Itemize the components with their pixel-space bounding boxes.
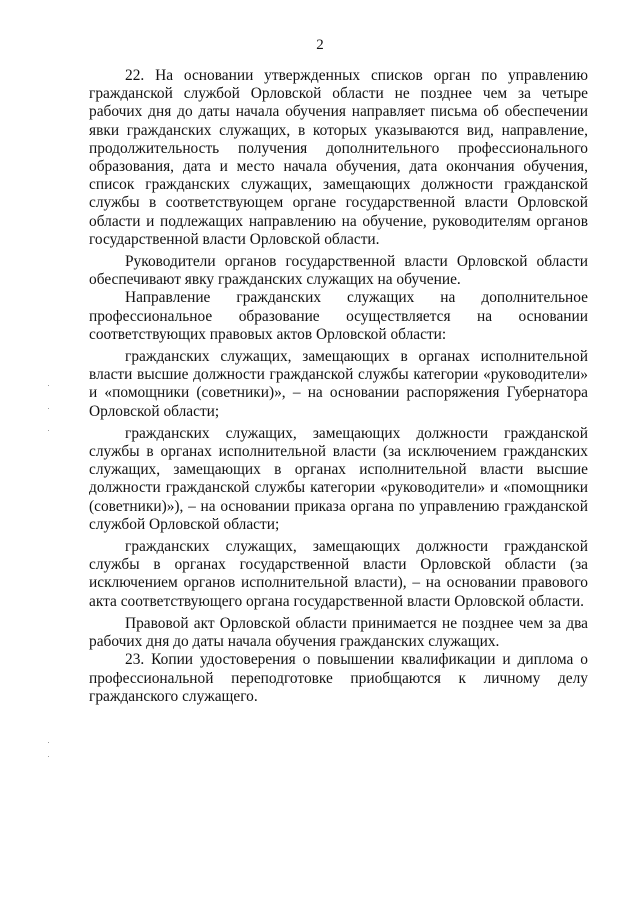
list-item-governor-order: гражданских служащих, замещающих в органах исполнительной власти высшие должности гражданской службы категории «руководители» и «помощники (советники)», – на основании распоряжения Губернатора Орловской области; bbox=[89, 348, 588, 420]
list-item-state-body-act: гражданских служащих, замещающих должности гражданской службы в органах государственной власти Орловской области (за исключением органов исполнительной власти), – на основании правового акта соответствующего органа государственной власти Орловской области. bbox=[89, 538, 588, 610]
paragraph-23-personal-file: 23. Копии удостоверения о повышении квалификации и диплома о профессиональной переподготовке приобщаются к личному делу гражданского служащего. bbox=[89, 651, 588, 705]
scan-speck bbox=[48, 742, 49, 743]
paragraph-legal-act-deadline: Правовой акт Орловской области принимается не позднее чем за два рабочих дня до даты начала обучения гражданских служащих. bbox=[89, 614, 588, 651]
scan-speck bbox=[48, 408, 49, 409]
document-body bbox=[89, 67, 588, 706]
paragraph-referral-legal-acts: Направление гражданских служащих на дополнительное профессиональное образование осуществляется на основании соответствующих правовых актов Орловской области: bbox=[89, 289, 588, 343]
page-number: 2 bbox=[316, 37, 324, 53]
paragraph-heads-ensure-attendance: Руководители органов государственной власти Орловской области обеспечивают явку гражданских служащих на обучение. bbox=[89, 253, 588, 289]
scan-speck bbox=[48, 385, 49, 386]
paragraph-22-notification: 22. На основании утвержденных списков орган по управлению гражданской службой Орловской области не позднее чем за четыре рабочих дня до даты начала обучения направляет письма об обеспечении явки гражданских служащих, в которых указываются вид, направление, продолжительность получения дополнительного профессионального образования, дата и место начала обучения, дата окончания обучения, список гражданских служащих, замещающих должности гражданской службы в соответствующем органе государственной власти Орловской области и подлежащих направлению на обучение, руководителям органов государственной власти Орловской области. bbox=[89, 67, 588, 248]
list-item-agency-order: гражданских служащих, замещающих должности гражданской службы в органах исполнительной власти (за исключением гражданских служащих, замещающих в органах исполнительной власти высшие должности гражданской службы категории «руководители» и «помощники (советники)»), – на основании приказа органа по управлению гражданской службой Орловской области; bbox=[89, 424, 588, 533]
scan-speck bbox=[48, 756, 49, 757]
scan-speck bbox=[48, 430, 49, 431]
